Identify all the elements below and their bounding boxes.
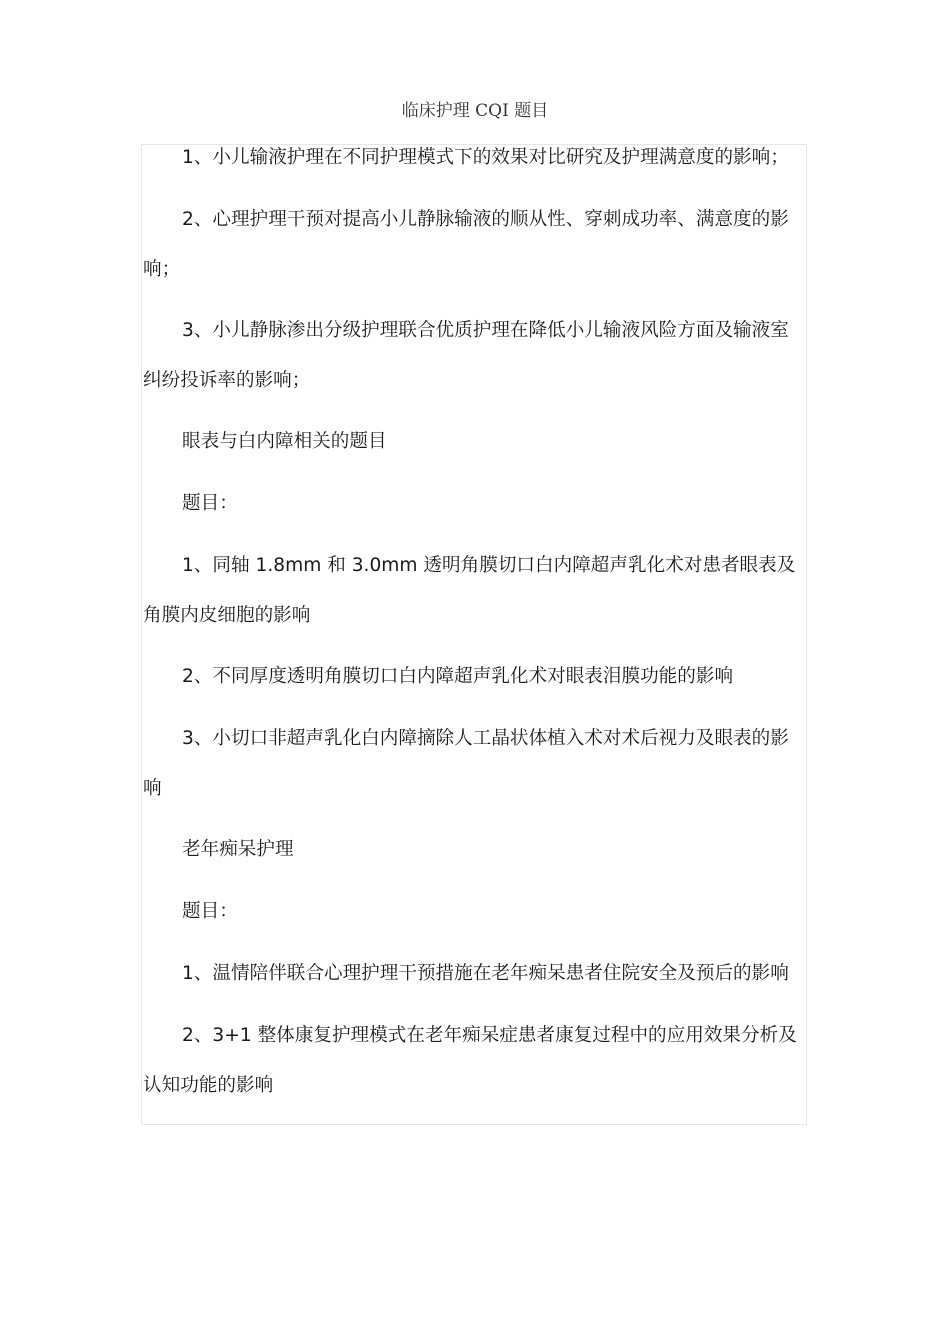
paragraph-line: 题目： — [182, 493, 238, 514]
paragraph-dementia-2 — [143, 1011, 807, 1111]
paragraph-line: 1、温情陪伴联合心理护理干预措施在老年痴呆患者住院安全及预后的影响 — [182, 963, 789, 984]
paragraph-line: 老年痴呆护理 — [182, 839, 294, 860]
topics-label-cataract — [143, 479, 807, 529]
paragraph-line: 响； — [143, 259, 181, 280]
document-title: 临床护理 CQI 题目 — [401, 101, 549, 121]
paragraph-line: 响 — [143, 778, 162, 799]
paragraph-line: 3、小儿静脉渗出分级护理联合优质护理在降低小儿输液风险方面及输液室 — [182, 320, 789, 341]
paragraph-pediatric-infusion-3 — [143, 306, 807, 406]
paragraph-cataract-3 — [143, 714, 807, 814]
paragraph-dementia-1 — [143, 949, 807, 999]
paragraph-pediatric-infusion-1 — [143, 133, 807, 183]
paragraph-cataract-2 — [143, 652, 807, 702]
section-heading-cataract — [143, 417, 807, 467]
section-heading-dementia — [143, 825, 807, 875]
paragraph-line: 认知功能的影响 — [143, 1075, 274, 1096]
paragraph-line: 2、心理护理干预对提高小儿静脉输液的顺从性、穿刺成功率、满意度的影 — [182, 209, 789, 230]
paragraph-line: 2、不同厚度透明角膜切口白内障超声乳化术对眼表泪膜功能的影响 — [182, 666, 734, 687]
paragraph-line: 纠纷投诉率的影响； — [143, 370, 311, 391]
topics-label-dementia — [143, 887, 807, 937]
paragraph-line: 1、小儿输液护理在不同护理模式下的效果对比研究及护理满意度的影响； — [182, 147, 789, 168]
paragraph-line: 题目： — [182, 901, 238, 922]
paragraph-line: 3、小切口非超声乳化白内障摘除人工晶状体植入术对术后视力及眼表的影 — [182, 728, 789, 749]
paragraph-pediatric-infusion-2 — [143, 195, 807, 295]
paragraph-line: 角膜内皮细胞的影响 — [143, 605, 311, 626]
paragraph-line: 1、同轴 1.8mm 和 3.0mm 透明角膜切口白内障超声乳化术对患者眼表及 — [182, 555, 796, 576]
paragraph-line: 2、3+1 整体康复护理模式在老年痴呆症患者康复过程中的应用效果分析及 — [182, 1025, 797, 1046]
paragraph-cataract-1 — [143, 541, 807, 641]
paragraph-line: 眼表与白内障相关的题目 — [182, 431, 387, 452]
